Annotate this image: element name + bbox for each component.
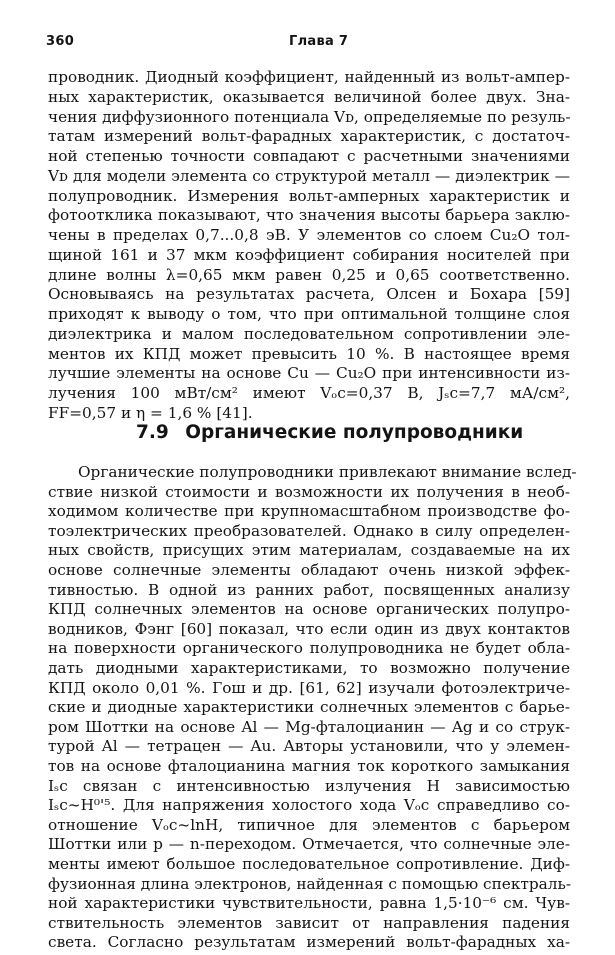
- text-line: татам измерений вольт-фарадных характеристик, с достаточ-: [48, 127, 570, 146]
- running-header-chapter: Глава 7: [289, 34, 349, 49]
- text-line: Iₛc связан с интенсивностью излучения H зависимостью: [48, 776, 570, 795]
- text-line: приходят к выводу о том, что при оптимальной толщине слоя: [48, 305, 570, 323]
- text-line: длине волны λ=0,65 мкм равен 0,25 и 0,65 соответственно.: [48, 265, 570, 284]
- text-line: ментов их КПД может превысить 10 %. В настоящее время: [48, 344, 570, 363]
- text-line: менты имеют большое последовательное сопротивление. Диф-: [48, 855, 570, 873]
- text-line: фузионная длина электронов, найденная с помощью спектраль-: [48, 874, 571, 893]
- text-line: ствительность элементов зависит от направления падения: [48, 913, 570, 932]
- text-line: проводник. Диодный коэффициент, найденный из вольт-ампер-: [48, 68, 570, 86]
- page-number: 360: [46, 34, 75, 49]
- text-line: отношение Vₒc~lnH, типичное для элементов с барьером: [48, 815, 570, 834]
- text-line: Основываясь на результатах расчета, Олсен и Бохара [59]: [48, 285, 570, 304]
- text-line: Органические полупроводники привлекают внимание вслед-: [78, 463, 577, 481]
- text-line: ных свойств, присущих этим материалам, создаваемые на их: [48, 541, 570, 560]
- text-line: на поверхности органического полупроводника не будет обла-: [48, 639, 570, 658]
- text-line: полупроводник. Измерения вольт-амперных характеристик и: [48, 186, 570, 205]
- text-line: турой Al — тетрацен — Au. Авторы установили, что у элемен-: [48, 737, 570, 756]
- text-line: КПД солнечных элементов на основе органических полупро-: [48, 600, 570, 619]
- text-line: чены в пределах 0,7...0,8 эВ. У элементов со слоем Cu₂O тол-: [48, 226, 570, 244]
- text-line: FF=0,57 и η = 1,6 % [41].: [48, 403, 253, 422]
- text-line: дать диодными характеристиками, то возможно получение: [48, 659, 570, 677]
- text-line: Iₛc~H⁰'⁵. Для напряжения холостого хода Vₒc справедливо со-: [48, 796, 570, 815]
- text-line: основе солнечные элементы обладают очень низкой эффек-: [48, 561, 570, 579]
- text-line: тоэлектрических преобразователей. Однако в силу определен-: [48, 521, 570, 540]
- text-line: ходимом количестве при крупномасштабном производстве фо-: [48, 502, 570, 521]
- section-title: Органические полупроводники: [185, 422, 524, 443]
- text-line: тивностью. В одной из ранних работ, посвященных анализу: [48, 580, 570, 599]
- text-line: водников, Фэнг [60] показал, что если один из двух контактов: [48, 619, 570, 638]
- text-line: диэлектрика и малом последовательном сопротивлении эле-: [48, 324, 570, 343]
- text-line: ных характеристик, оказывается величиной более двух. Зна-: [48, 87, 570, 106]
- text-line: Шоттки или p — n-переходом. Отмечается, что солнечные эле-: [48, 835, 570, 854]
- text-line: лучения 100 мВт/см² имеют Vₒc=0,37 В, Jₛc=7,7 мА/см²,: [48, 384, 570, 402]
- text-line: Vᴅ для модели элемента со структурой металл — диэлектрик —: [48, 166, 570, 185]
- text-line: щиной 161 и 37 мкм коэффициент собирания носителей при: [48, 245, 570, 264]
- text-line: ские и диодные характеристики солнечных элементов с барье-: [48, 698, 570, 717]
- text-line: лучшие элементы на основе Cu — Cu₂O при интенсивности из-: [48, 364, 570, 383]
- text-line: КПД около 0,01 %. Гош и др. [61, 62] изучали фотоэлектриче-: [48, 678, 570, 697]
- text-line: ствие низкой стоимости и возможности их получения в необ-: [48, 482, 570, 501]
- text-line: света. Согласно результатам измерений вольт-фарадных ха-: [48, 933, 570, 952]
- section-heading: [136, 422, 523, 443]
- text-line: фотоотклика показывают, что значения высоты барьера заклю-: [48, 206, 570, 225]
- section-number: 7.9: [136, 422, 169, 443]
- text-line: ной степенью точности совпадают с расчетными значениями: [48, 147, 570, 165]
- text-line: ной характеристики чувствительности, равна 1,5·10⁻⁶ см. Чув-: [48, 894, 570, 913]
- text-line: чения диффузионного потенциала Vᴅ, определяемые по резуль-: [48, 107, 571, 126]
- text-line: тов на основе фталоцианина магния ток короткого замыкания: [48, 757, 570, 775]
- text-line: ром Шоттки на основе Al — Mg-фталоцианин — Ag и со струк-: [48, 717, 570, 736]
